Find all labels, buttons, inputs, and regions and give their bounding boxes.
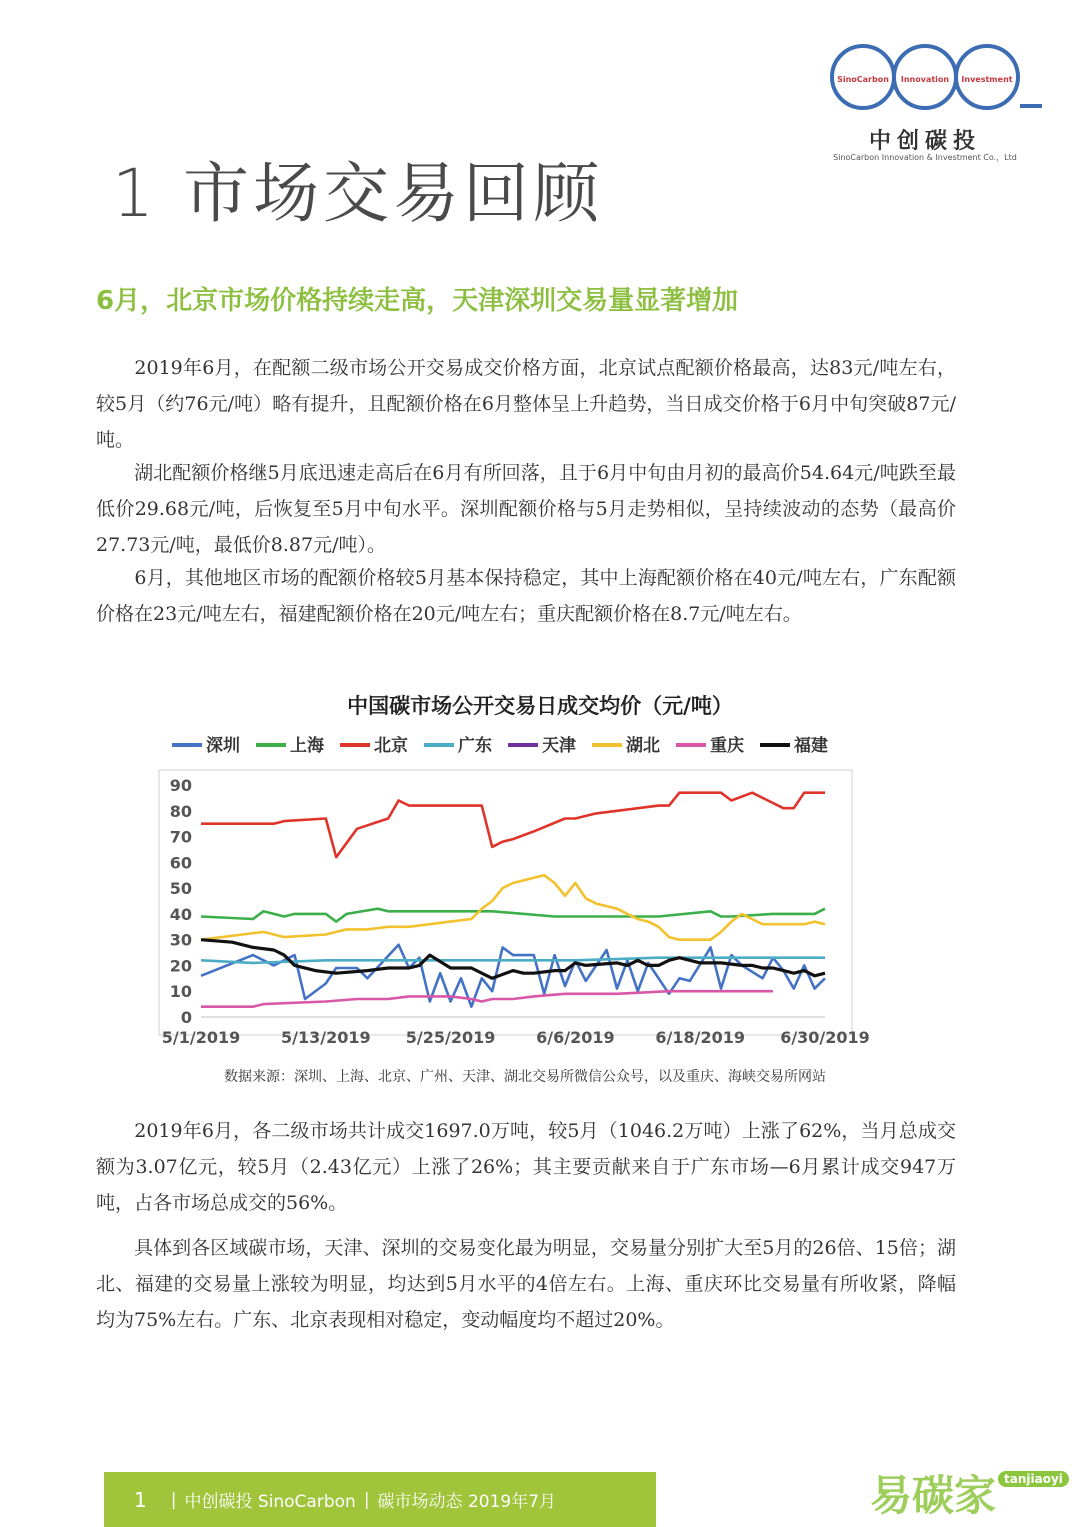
x-tick-label: 5/25/2019 xyxy=(405,1028,496,1047)
y-tick-label: 30 xyxy=(169,930,192,950)
x-tick-label: 5/1/2019 xyxy=(161,1028,241,1047)
paragraph-regional-volume: 具体到各区域碳市场，天津、深圳的交易变化最为明显，交易量分别扩大至5月的26倍、15倍；湖北、福建的交易量上涨较为明显，均达到5月水平的4倍左右。上海、重庆环比交易量有所收紧，降幅均为75%左右。广东、北京表现相对稳定，变动幅度均不超过20%。 xyxy=(96,1237,956,1331)
series-line-5 xyxy=(201,875,825,940)
logo-ring-innovation: Innovation xyxy=(892,44,958,110)
site-watermark: 易碳家 tanjiaoyi xyxy=(870,1455,1070,1527)
legend-label-7: 福建 xyxy=(794,736,828,756)
section-subtitle: 6月，北京市场价格持续走高，天津深圳交易量显著增加 xyxy=(96,286,739,316)
x-tick-label: 6/6/2019 xyxy=(536,1028,615,1047)
legend-label-2: 北京 xyxy=(374,736,408,756)
section-title: 1 市场交易回顾 xyxy=(112,155,603,232)
x-tick-label: 5/13/2019 xyxy=(280,1028,371,1047)
x-tick-label: 6/30/2019 xyxy=(780,1028,870,1047)
series-line-2 xyxy=(201,793,825,858)
y-tick-label: 90 xyxy=(169,776,192,795)
footer-brand: 中创碳投 SinoCarbon xyxy=(184,1492,356,1512)
logo-name-en: SinoCarbon Innovation & Investment Co.，Ltd xyxy=(833,153,1017,162)
company-logo xyxy=(830,38,1050,168)
y-tick-label: 60 xyxy=(169,853,192,873)
y-tick-label: 10 xyxy=(169,982,192,1002)
x-tick-label: 6/18/2019 xyxy=(655,1028,746,1047)
legend-label-5: 湖北 xyxy=(626,736,660,756)
y-tick-label: 0 xyxy=(180,1008,192,1027)
page-footer: 1 | 中创碳投 SinoCarbon | 碳市场动态 2019年7月 xyxy=(104,1472,656,1527)
series-line-6 xyxy=(201,991,773,1007)
paragraph-volume-summary: 2019年6月，各二级市场共计成交1697.0万吨，较5月（1046.2万吨）上涨了62%，当月总成交额为3.07亿元，较5月（2.43亿元）上涨了26%；其主要贡献来自于广东市场—6月累计成交947万吨，占各市场总成交的56%。 xyxy=(96,1120,956,1214)
logo-ring-sinocarbon: SinoCarbon xyxy=(830,44,896,110)
series-line-1 xyxy=(201,909,825,922)
legend-label-6: 重庆 xyxy=(710,736,744,756)
legend-label-3: 广东 xyxy=(458,736,492,756)
chart-title: 中国碳市场公开交易日成交均价（元/吨） xyxy=(347,694,733,718)
y-tick-label: 40 xyxy=(169,904,192,924)
paragraph-hubei-shenzhen-price: 湖北配额价格继5月底迅速走高后在6月有所回落，且于6月中旬由月初的最高价54.64元/吨跌至最低价29.68元/吨，后恢复至5月中旬水平。深圳配额价格与5月走势相似，呈持续波动的态势（最高价27.73元/吨，最低价8.87元/吨）。 xyxy=(96,462,956,556)
legend-label-1: 上海 xyxy=(290,736,324,756)
y-tick-label: 80 xyxy=(169,801,192,821)
price-line-chart xyxy=(150,725,910,1060)
legend-label-0: 深圳 xyxy=(206,736,240,756)
footer-title: 碳市场动态 2019年7月 xyxy=(377,1492,557,1512)
series-line-0 xyxy=(201,945,825,1007)
chart-source-note: 数据来源：深圳、上海、北京、广州、天津、湖北交易所微信公众号，以及重庆、海峡交易所网站 xyxy=(224,1069,826,1085)
plot-area-frame xyxy=(159,770,852,1035)
y-tick-label: 70 xyxy=(169,827,192,847)
page-number: 1 xyxy=(134,1487,147,1512)
y-tick-label: 50 xyxy=(169,879,192,899)
logo-ring-investment: Investment xyxy=(954,44,1020,110)
legend-label-4: 天津 xyxy=(542,736,576,756)
paragraph-other-regions-price: 6月，其他地区市场的配额价格较5月基本保持稳定，其中上海配额价格在40元/吨左右，广东配额价格在23元/吨左右，福建配额价格在20元/吨左右；重庆配额价格在8.7元/吨左右。 xyxy=(96,567,956,625)
paragraph-beijing-price: 2019年6月，在配额二级市场公开交易成交价格方面，北京试点配额价格最高，达83元/吨左右，较5月（约76元/吨）略有提升，且配额价格在6月整体呈上升趋势，当日成交价格于6月中旬突破87元/吨。 xyxy=(96,357,956,451)
logo-name-cn: 中创碳投 xyxy=(868,129,981,154)
y-tick-label: 20 xyxy=(169,956,192,976)
